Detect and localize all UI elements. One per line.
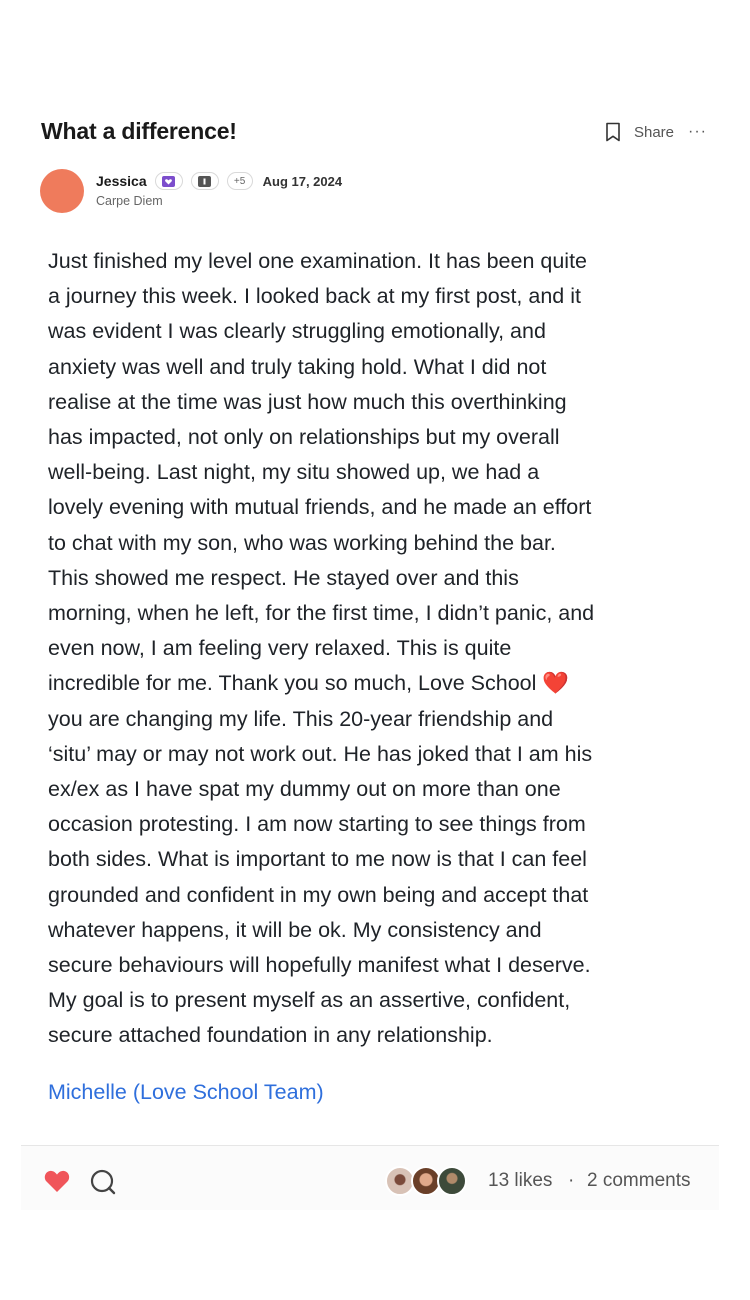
author-name[interactable]: Jessica: [96, 173, 147, 189]
body-line: even now, I am feeling very relaxed. This is quite: [48, 636, 512, 661]
post-header: [21, 100, 719, 144]
liker-avatar: [437, 1166, 467, 1196]
author-subtitle: Carpe Diem: [96, 194, 163, 208]
body-line: whatever happens, it will be ok. My consistency and: [48, 917, 542, 942]
body-line: ‘situ’ may or may not work out. He has joked that I am his: [48, 741, 593, 766]
separator-dot: ·: [568, 1170, 575, 1191]
header-actions: [604, 122, 707, 142]
body-line: My goal is to present myself as an assertive, confident,: [48, 988, 571, 1013]
heart-badge-glyph: [162, 176, 175, 187]
body-line: anxiety was well and truly taking hold. What I did not: [48, 354, 547, 379]
body-line: you are changing my life. This 20-year friendship and: [48, 706, 554, 731]
body-line: realise at the time was just how much this overthinking: [48, 389, 567, 414]
level-badge-icon[interactable]: [191, 172, 219, 190]
body-line: grounded and confident in my own being and accept that: [48, 882, 589, 907]
author-row: [40, 169, 342, 213]
level-badge-glyph: [198, 176, 211, 187]
body-line: incredible for me. Thank you so much, Love School ❤️: [48, 671, 570, 696]
post-title: What a difference!: [41, 118, 237, 144]
body-line: has impacted, not only on relationships but my overall: [48, 425, 560, 450]
body-line: both sides. What is important to me now is that I can feel: [48, 847, 587, 872]
body-line: well-being. Last night, my situ showed up, we had a: [48, 460, 540, 485]
body-line: ex/ex as I have spat my dummy out on more than one: [48, 777, 561, 802]
heart-badge-icon[interactable]: [155, 172, 183, 190]
post-card: [21, 100, 719, 1191]
post-footer: [21, 1146, 719, 1210]
post-body: [48, 244, 708, 1054]
more-options-icon[interactable]: ···: [688, 123, 707, 140]
comment-icon[interactable]: [89, 1168, 117, 1196]
body-line: lovely evening with mutual friends, and he made an effort: [48, 495, 592, 520]
author-line: [96, 171, 342, 191]
more-badges[interactable]: +5: [227, 172, 253, 190]
heart-icon[interactable]: [43, 1168, 71, 1194]
body-line: to chat with my son, who was working behind the bar.: [48, 530, 556, 555]
likers-avatars[interactable]: [385, 1166, 467, 1196]
body-line: morning, when he left, for the first time, I didn’t panic, and: [48, 601, 595, 626]
share-button[interactable]: Share: [633, 123, 675, 141]
post-date: Aug 17, 2024: [262, 173, 343, 189]
bookmark-icon[interactable]: [604, 122, 622, 142]
body-line: secure attached foundation in any relationship.: [48, 1023, 493, 1048]
mention-link[interactable]: Michelle (Love School Team): [48, 1080, 324, 1104]
body-line: was evident I was clearly struggling emotionally, and: [48, 319, 546, 344]
likes-count[interactable]: 13 likes: [488, 1170, 553, 1191]
body-line: occasion protesting. I am now starting to see things from: [48, 812, 586, 837]
body-line: a journey this week. I looked back at my first post, and it: [48, 284, 581, 309]
avatar[interactable]: [40, 169, 84, 213]
comments-count[interactable]: 2 comments: [587, 1170, 691, 1191]
body-line: This showed me respect. He stayed over and this: [48, 565, 519, 590]
body-line: secure behaviours will hopefully manifest what I deserve.: [48, 953, 591, 978]
author-meta: [96, 171, 342, 208]
body-line: Just finished my level one examination. It has been quite: [48, 249, 588, 273]
